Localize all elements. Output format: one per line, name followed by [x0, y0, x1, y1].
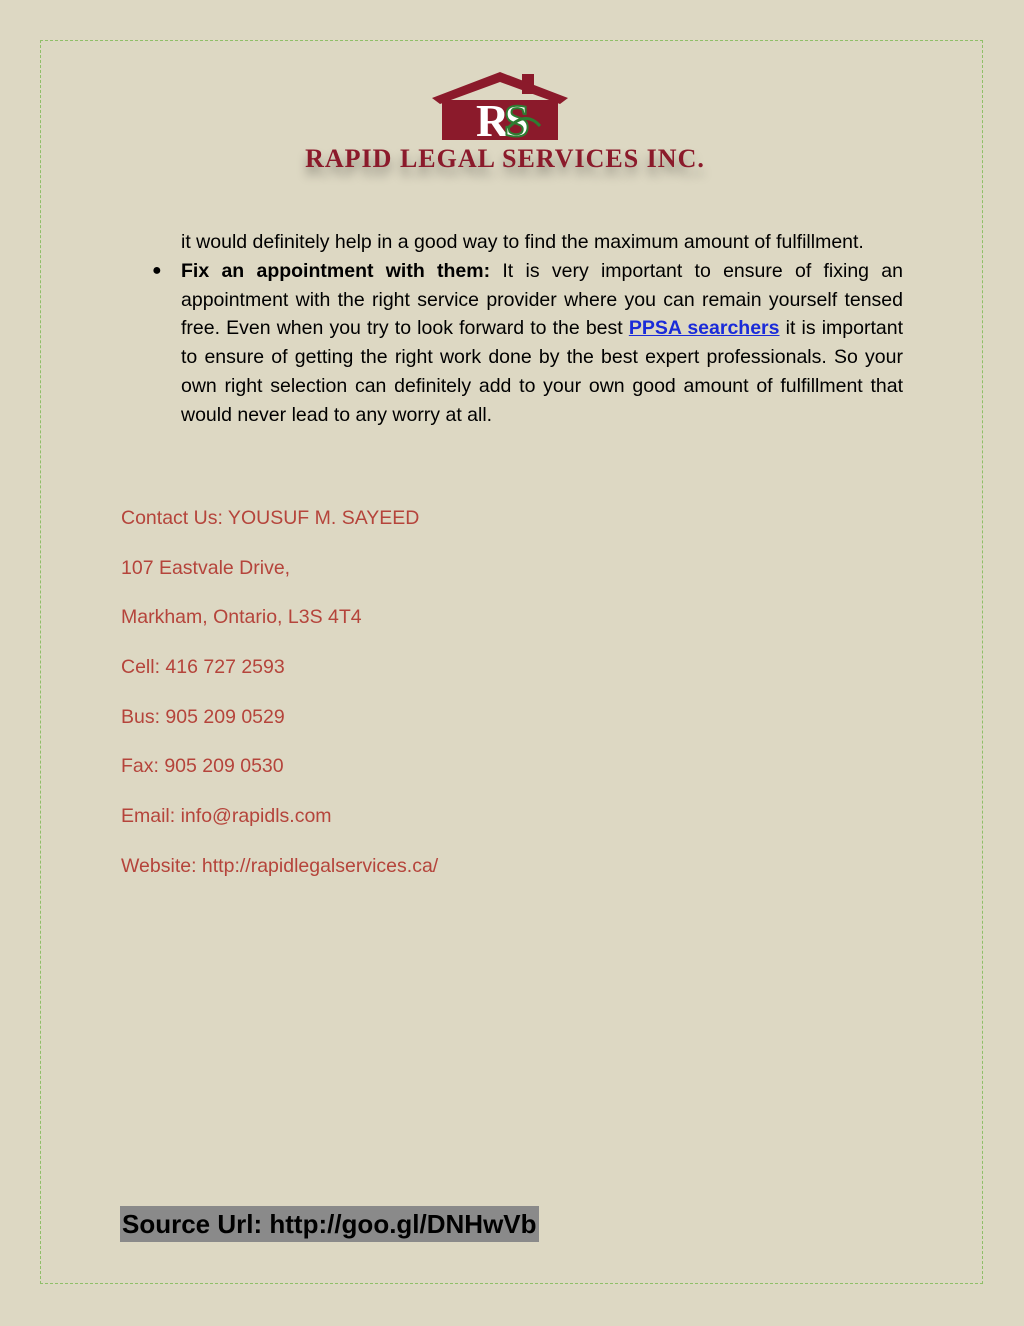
contact-block	[121, 504, 821, 902]
bullet-heading: Fix an appointment with them:	[181, 259, 491, 282]
ppsa-searchers-link[interactable]: PPSA searchers	[628, 317, 780, 340]
svg-text:R: R	[476, 95, 510, 142]
bullet-text-after-link: it is important to ensure of getting the right work done by the best expert professionals. So your own right selection can definitely add to your own good amount of fulfillment that would never lead to any worry at all.	[181, 317, 903, 426]
bullet-icon: ●	[152, 261, 162, 279]
bullet-item-appointment	[152, 257, 903, 430]
continuation-paragraph: it would definitely help in a good way to find the maximum amount of fulfillment.	[181, 231, 864, 253]
contact-name: Contact Us: YOUSUF M. SAYEED	[121, 507, 420, 529]
company-name: RAPID LEGAL SERVICES INC.	[305, 144, 705, 173]
company-logo	[240, 70, 770, 190]
contact-bus: Bus: 905 209 0529	[121, 705, 285, 728]
source-url: Source Url: http://goo.gl/DNHwVb	[120, 1206, 539, 1242]
body-text	[152, 228, 903, 430]
contact-fax: Fax: 905 209 0530	[121, 755, 284, 778]
contact-website: Website: http://rapidlegalservices.ca/	[121, 854, 439, 877]
bullet-text-before-link: It is very important to ensure of fixing an appointment with the right service provider where you can remain yourself tensed free. Even when you try to look forward to the best	[181, 259, 903, 340]
svg-text:S: S	[504, 95, 530, 142]
contact-city: Markham, Ontario, L3S 4T4	[121, 606, 362, 629]
house-logo-icon	[430, 70, 570, 142]
contact-email: Email: info@rapidls.com	[121, 805, 332, 828]
contact-cell: Cell: 416 727 2593	[121, 656, 285, 679]
contact-street: 107 Eastvale Drive,	[121, 556, 291, 579]
